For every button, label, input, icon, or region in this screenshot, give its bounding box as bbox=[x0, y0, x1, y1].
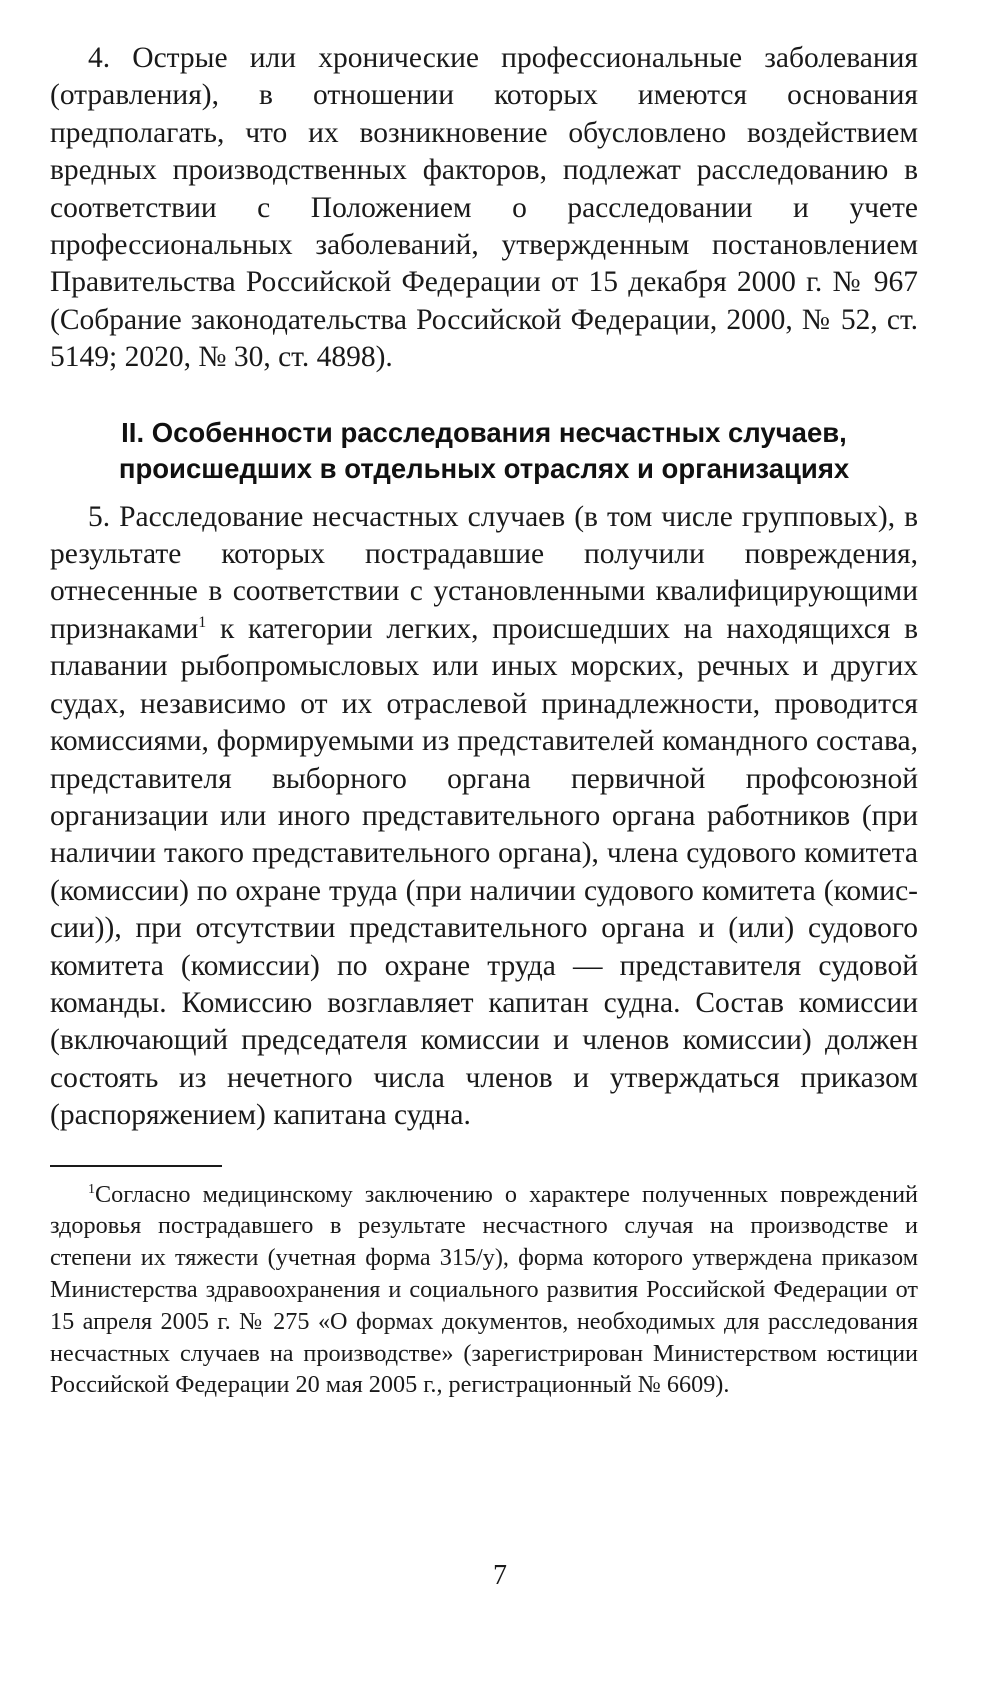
section-heading-line-1: II. Особенности расследования несчастных случаев, bbox=[121, 416, 847, 448]
page-number: 7 bbox=[493, 1560, 507, 1591]
footnote bbox=[50, 1179, 918, 1402]
footnote-mark: 1 bbox=[88, 1181, 95, 1197]
paragraph-5-text-start: 5. Расследование несчастных случаев (в том числе групповых), в результате которых пострадавшие получили повреждения, отнесенные в соответствии с установленными квалифицирующими признаками bbox=[50, 500, 918, 645]
footnote-separator bbox=[50, 1165, 222, 1167]
paragraph-5 bbox=[50, 499, 918, 1135]
document-page bbox=[50, 40, 918, 1401]
paragraph-5-text-end: к категории легких, происшедших на находящихся в плавании рыбопромысловых или иных морских, речных и других судах, независимо от их отраслевой принадлежности, проводится комиссиями, формируемыми из представителей командного состава, представителя выборного органа первичной профсоюзной организации или иного представительного органа работников (при наличии такого представительного органа), члена судового комитета (комиссии) по охране труда (при наличии судового комитета (комиссии)), при отсутствии представительного органа и (или) судового комитета (комиссии) по охране труда — представителя судовой команды. Комиссию возглавляет капитан судна. Состав комиссии (включающий председателя комиссии и членов комиссии) должен состоять из нечетного числа членов и утверждаться приказом (распоряжением) капитана судна. bbox=[50, 612, 918, 1132]
footnote-reference: 1 bbox=[198, 614, 207, 632]
footnote-text: Согласно медицинскому заключению о характере полученных повреждений здоровья пострадавшего в результате несчастного случая на производстве и степени их тяжести (учетная форма 315/у), форма которого утверждена приказом Министерства здравоохранения и социального развития Российской Федерации от 15 апреля 2005 г. № 275 «О формах документов, необходимых для расследования несчастных случаев на производстве» (зарегистрирован Министерством юстиции Российской Федерации 20 мая 2005 г., регистрационный № 6609). bbox=[50, 1180, 918, 1399]
section-heading-line-2: происшедших в отдельных отраслях и организациях bbox=[118, 452, 850, 484]
paragraph-4: 4. Острые или хронические профессиональные заболевания (отравления), в отношении которых имеются основания предполагать, что их возникновение обусловлено воздействием вредных производственных факторов, подлежат расследованию в соответствии с Положением о расследовании и учете профессиональных заболеваний, утвержденным постановлением Правительства Российской Федерации от 15 декабря 2000 г. № 967 (Собрание законодательства Российской Федерации, 2000, № 52, ст. 5149; 2020, № 30, ст. 4898). bbox=[50, 42, 918, 374]
section-heading bbox=[50, 415, 918, 487]
